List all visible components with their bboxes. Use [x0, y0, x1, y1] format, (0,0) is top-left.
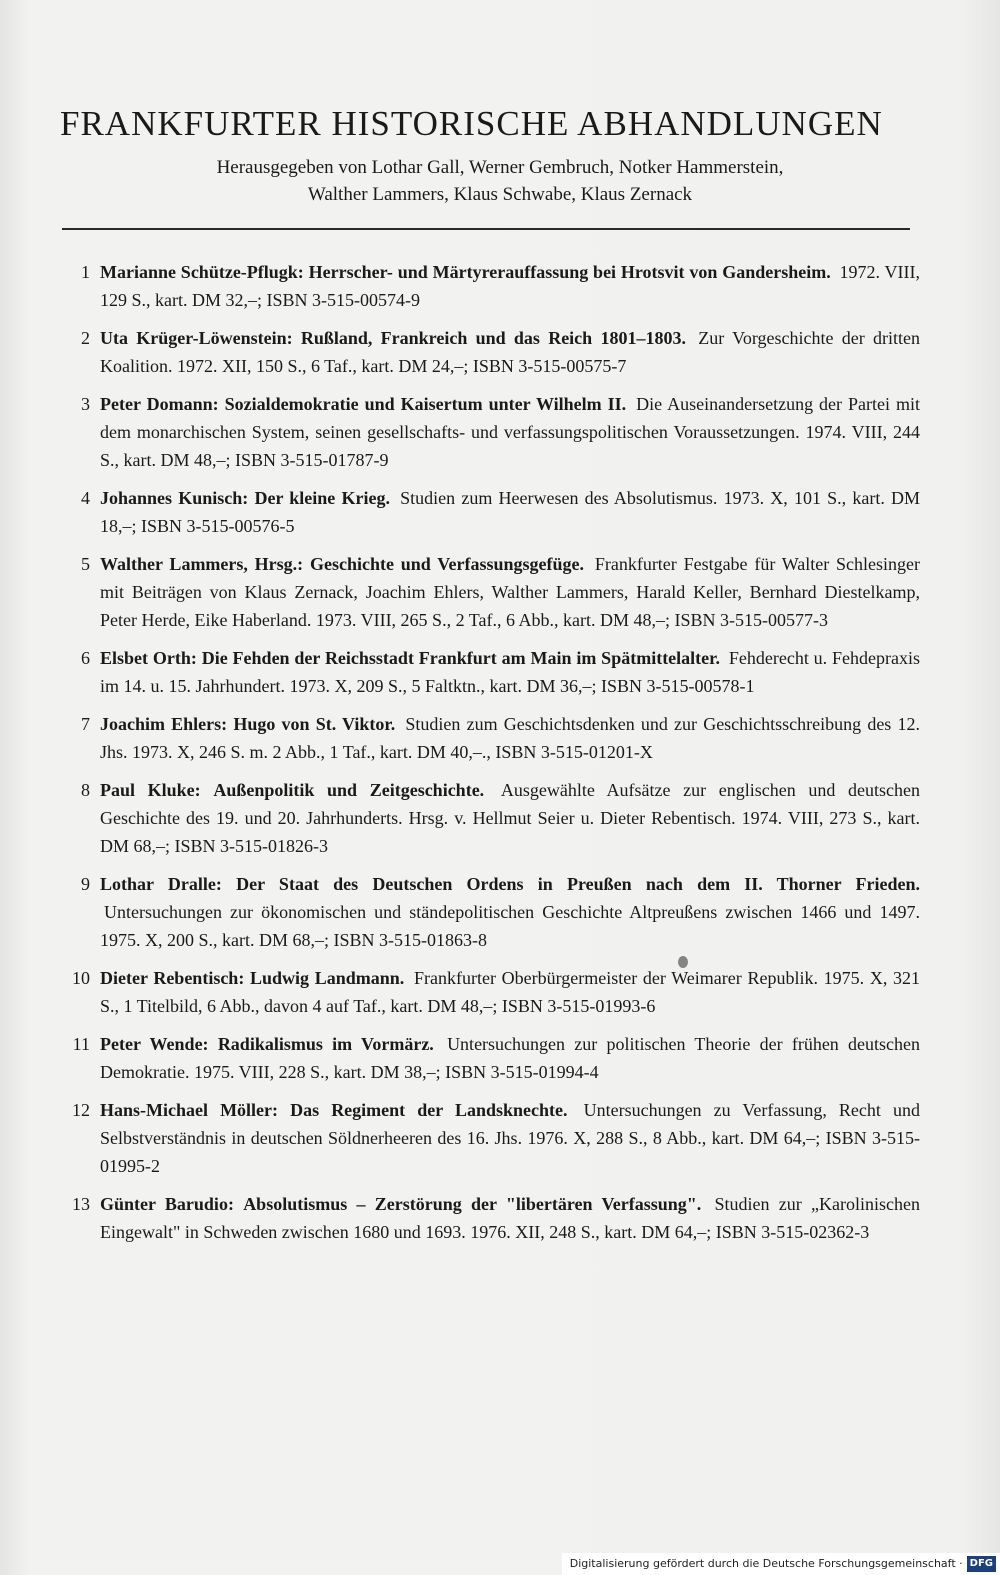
list-item — [60, 550, 920, 634]
entry-author: Lothar Dralle: — [100, 874, 222, 894]
entry-author: Joachim Ehlers: — [100, 714, 228, 734]
entry-number: 1 — [81, 262, 90, 282]
entry-number: 8 — [81, 780, 90, 800]
entry-number: 12 — [72, 1100, 90, 1120]
entry-author: Uta Krüger-Löwenstein: — [100, 328, 293, 348]
entry-details: Untersuchungen zu Verfassung, Recht und Selbstverständnis in deutschen Söldnerheeren des 16. Jhs. 1976. X, 288 S., 8 Abb., kart. DM 64,–; ISBN 3-515-01995-2 — [100, 1100, 920, 1176]
list-item — [60, 964, 920, 1020]
divider-rule — [62, 228, 910, 230]
entry-title: Der kleine Krieg. — [254, 488, 390, 508]
entry-number: 4 — [81, 488, 90, 508]
footer-text: Digitalisierung gefördert durch die Deutsche Forschungsgemeinschaft · — [569, 1557, 963, 1570]
entry-title: Absolutismus – Zerstörung der "libertären Verfassung". — [243, 1194, 702, 1214]
editors-line-1: Herausgegeben von Lothar Gall, Werner Gembruch, Notker Hammerstein, — [216, 157, 784, 178]
entry-author: Peter Domann: — [100, 394, 219, 414]
list-item — [60, 324, 920, 380]
entry-details: Untersuchungen zur politischen Theorie der frühen deutschen Demokratie. 1975. VIII, 228 S., kart. DM 38,–; ISBN 3-515-01994-4 — [100, 1034, 921, 1082]
entry-number: 9 — [81, 874, 90, 894]
ink-smudge — [678, 956, 688, 968]
entry-author: Peter Wende: — [100, 1034, 209, 1054]
dfg-logo: DFG — [967, 1556, 996, 1572]
entry-title: Rußland, Frankreich und das Reich 1801–1803. — [300, 328, 686, 348]
entry-details: Zur Vorgeschichte der dritten Koalition. 1972. XII, 150 S., 6 Taf., kart. DM 24,–; ISBN 3-515-00575-7 — [100, 328, 921, 376]
list-item — [60, 390, 920, 474]
entry-number: 10 — [72, 968, 90, 988]
entry-number: 5 — [81, 554, 90, 574]
entry-title: Sozialdemokratie und Kaisertum unter Wilhelm II. — [224, 394, 627, 414]
list-item — [60, 484, 920, 540]
entry-number: 2 — [81, 328, 90, 348]
entry-author: Marianne Schütze-Pflugk: — [100, 262, 304, 282]
entry-author: Günter Barudio: — [100, 1194, 234, 1214]
entry-number: 7 — [81, 714, 90, 734]
entry-author: Johannes Kunisch: — [100, 488, 249, 508]
entry-title: Die Fehden der Reichsstadt Frankfurt am Main im Spätmittelalter. — [201, 648, 720, 668]
entry-details: Fehderecht u. Fehdepraxis im 14. u. 15. Jahrhundert. 1973. X, 209 S., 5 Faltktn., kart. DM 36,–; ISBN 3-515-00578-1 — [100, 648, 921, 696]
series-title: FRANKFURTER HISTORISCHE ABHANDLUNGEN — [60, 104, 883, 143]
list-item — [60, 710, 920, 766]
entry-details: Die Auseinandersetzung der Partei mit dem monarchischen System, seinen gesellschafts- und verfassungspolitischen Voraussetzungen. 1974. VIII, 244 S., kart. DM 48,–; ISBN 3-515-01787-9 — [100, 394, 921, 470]
entry-title: Außenpolitik und Zeitgeschichte. — [213, 780, 485, 800]
entry-title: Der Staat des Deutschen Ordens in Preußen nach dem II. Thorner Frieden. — [236, 874, 921, 894]
entry-author: Hans-Michael Möller: — [100, 1100, 279, 1120]
editors-line-2: Walther Lammers, Klaus Schwabe, Klaus Zernack — [307, 184, 693, 205]
list-item — [60, 1030, 920, 1086]
entry-details: Studien zum Geschichtsdenken und zur Geschichtsschreibung des 12. Jhs. 1973. X, 246 S. m. 2 Abb., 1 Taf., kart. DM 40,–., ISBN 3-515-01201-X — [100, 714, 920, 762]
entry-details: Ausgewählte Aufsätze zur englischen und deutschen Geschichte des 19. und 20. Jahrhunderts. Hrsg. v. Hellmut Seier u. Dieter Rebentisch. 1974. VIII, 273 S., kart. DM 68,–; ISBN 3-515-01826-3 — [100, 780, 920, 856]
entry-author: Dieter Rebentisch: — [100, 968, 245, 988]
list-item — [60, 1190, 920, 1246]
entry-details: Studien zum Heerwesen des Absolutismus. 1973. X, 101 S., kart. DM 18,–; ISBN 3-515-00576-5 — [100, 488, 921, 536]
entry-number: 13 — [72, 1194, 90, 1214]
entry-details: Studien zur „Karolinischen Eingewalt" in Schweden zwischen 1680 und 1693. 1976. XII, 248 S., kart. DM 64,–; ISBN 3-515-02362-3 — [100, 1194, 920, 1242]
entry-details: Untersuchungen zur ökonomischen und ständepolitischen Geschichte Altpreußens zwischen 1466 und 1497. 1975. X, 200 S., kart. DM 68,–; ISBN 3-515-01863-8 — [100, 902, 920, 950]
entry-number: 11 — [72, 1034, 90, 1054]
entry-author: Elsbet Orth: — [100, 648, 197, 668]
list-item — [60, 1096, 920, 1180]
list-item — [60, 258, 920, 314]
entry-title: Geschichte und Verfassungsgefüge. — [309, 554, 585, 574]
entry-author: Walther Lammers, Hrsg.: — [100, 554, 304, 574]
entry-details: 1972. VIII, 129 S., kart. DM 32,–; ISBN 3-515-00574-9 — [100, 262, 921, 310]
entry-number: 6 — [81, 648, 90, 668]
editors — [60, 154, 940, 208]
publication-list — [60, 258, 920, 1256]
entry-details: Frankfurter Festgabe für Walter Schlesinger mit Beiträgen von Klaus Zernack, Joachim Ehlers, Walther Lammers, Harald Keller, Bernhard Diestelkamp, Peter Herde, Eike Haberland. 1973. VIII, 265 S., 2 Taf., 6 Abb., kart. DM 48,–; ISBN 3-515-00577-3 — [100, 554, 921, 630]
entry-title: Ludwig Landmann. — [250, 968, 405, 988]
entry-title: Das Regiment der Landsknechte. — [290, 1100, 568, 1120]
digitization-footer — [562, 1553, 1000, 1575]
list-item — [60, 870, 920, 954]
entry-number: 3 — [81, 394, 90, 414]
list-item — [60, 644, 920, 700]
entry-title: Hugo von St. Viktor. — [233, 714, 396, 734]
entry-title: Herrscher- und Märtyrerauffassung bei Hrotsvit von Gandersheim. — [308, 262, 831, 282]
entry-title: Radikalismus im Vormärz. — [217, 1034, 434, 1054]
entry-author: Paul Kluke: — [100, 780, 201, 800]
entry-details: Frankfurter Oberbürgermeister der Weimarer Republik. 1975. X, 321 S., 1 Titelbild, 6 Abb., davon 4 auf Taf., kart. DM 48,–; ISBN 3-515-01993-6 — [100, 968, 921, 1016]
list-item — [60, 776, 920, 860]
